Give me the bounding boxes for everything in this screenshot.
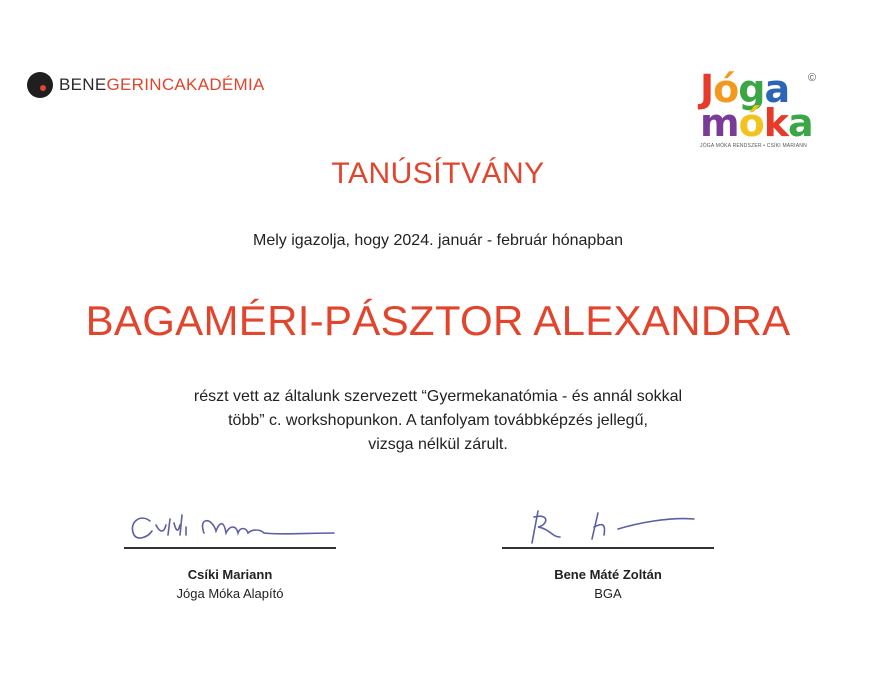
joga-letter: ó	[713, 67, 739, 111]
handwritten-signature-csiki	[120, 503, 340, 547]
joga-letter: m	[700, 101, 739, 145]
joga-logo-subtitle: JÓGA MÓKA RENDSZER • CSÍKI MARIANN	[700, 143, 807, 149]
bene-logo-mark-icon	[27, 72, 53, 98]
joga-letter: J	[700, 67, 714, 111]
joga-letter: a	[764, 67, 790, 111]
joga-logo-line2	[700, 101, 820, 145]
signature-line	[502, 547, 714, 549]
joga-letter: k	[763, 101, 788, 145]
certificate-intro: Mely igazolja, hogy 2024. január - február hónapban	[252, 232, 624, 249]
body-line: részt vett az általunk szervezett “Gyermekanatómia - és annál sokkal	[193, 388, 683, 405]
joga-letter: g	[738, 67, 765, 111]
handwritten-signature-bene	[498, 503, 718, 547]
joga-letter: a	[788, 101, 813, 145]
body-line: vizsga nélkül zárult.	[368, 436, 508, 453]
bene-logo-text	[59, 75, 265, 95]
signer-name: Csíki Mariann	[187, 567, 273, 582]
certificate-title: TANÚSÍTVÁNY	[331, 157, 545, 190]
signature-block-csiki	[112, 503, 348, 601]
signer-name: Bene Máté Zoltán	[554, 567, 662, 582]
certificate-body	[0, 385, 876, 457]
body-line: több” c. workshopunkon. A tanfolyam továbbképzés jellegű,	[228, 412, 648, 429]
recipient-name: BAGAMÉRI-PÁSZTOR ALEXANDRA	[85, 297, 791, 344]
signer-role: Jóga Móka Alapító	[176, 586, 284, 601]
bene-logo-word1: BENE	[59, 75, 107, 94]
joga-moka-logo	[700, 67, 820, 149]
signature-block-bene	[490, 503, 726, 601]
signer-role: BGA	[594, 586, 622, 601]
copyright-icon: ©	[808, 72, 817, 84]
bene-gerincakademia-logo	[27, 72, 265, 98]
bene-logo-word2: GERINCAKADÉMIA	[106, 75, 265, 94]
signature-line	[124, 547, 336, 549]
joga-letter: ó	[738, 101, 764, 145]
